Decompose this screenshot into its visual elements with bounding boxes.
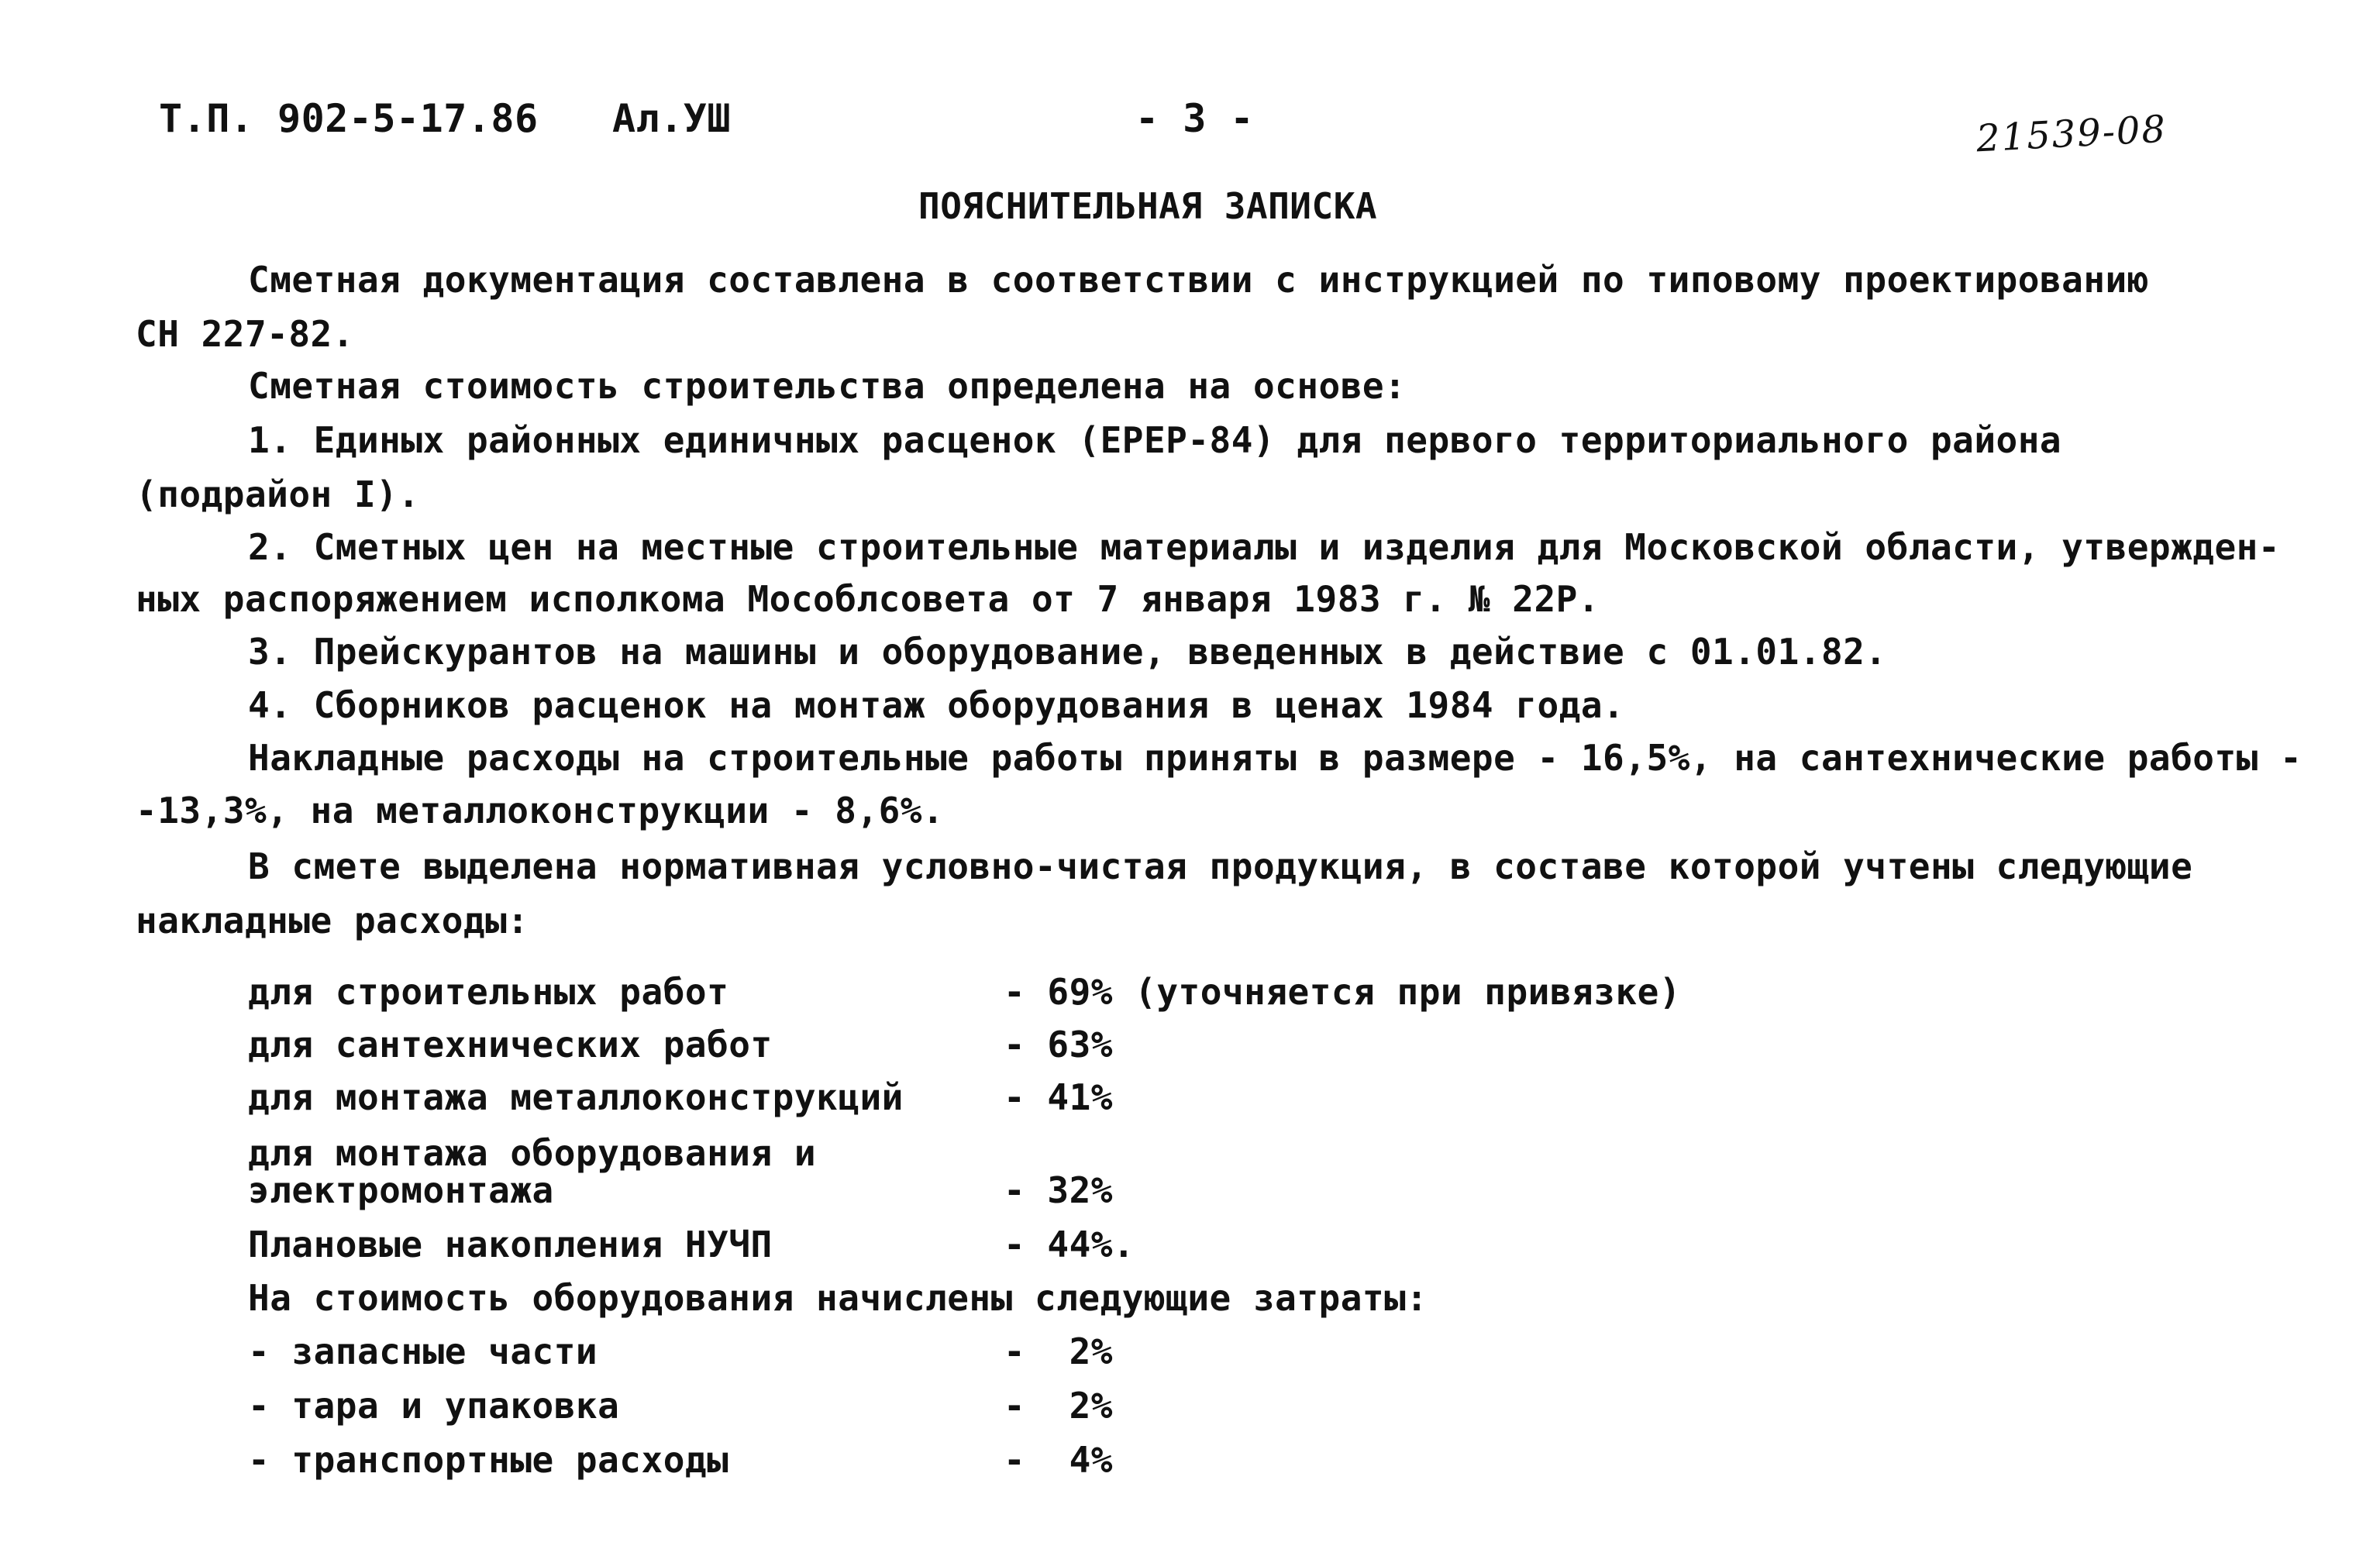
overhead-row-label: для строительных работ [248,971,729,1013]
equipment-row-label: - транспортные расходы [248,1439,729,1481]
equipment-row-label: - запасные части [248,1331,598,1372]
paragraph-line: накладные расходы: [136,900,529,942]
overhead-row-value: - 69% (уточняется при привязке) [1004,971,1682,1013]
handwritten-number: 21539-08 [1975,107,2168,161]
overhead-row-value: - 32% [1004,1169,1113,1211]
overhead-row-value: - 41% [1004,1076,1113,1118]
overhead-row-label: для монтажа оборудования и [248,1132,817,1174]
paragraph-line: -13,3%, на металлоконструкции - 8,6%. [136,790,945,831]
paragraph-line: 2. Сметных цен на местные строительные материалы и изделия для Московской области, утвержден- [248,526,2281,568]
equipment-row-value: - 2% [1004,1331,1113,1372]
paragraph-line: Накладные расходы на строительные работы приняты в размере - 16,5%, на сантехнические работы - [248,737,2303,779]
paragraph-line: Сметная документация составлена в соответствии с инструкцией по типовому проектированию [248,259,2149,301]
paragraph-line: 3. Прейскурантов на машины и оборудование, введенных в действие с 01.01.82. [248,631,1887,673]
paragraph-line: Сметная стоимость строительства определена на основе: [248,365,1407,407]
paragraph-line: 1. Единых районных единичных расценок (ЕРЕР-84) для первого территориального района [248,419,2062,461]
paragraph-line: СН 227-82. [136,313,354,355]
overhead-row-label: электромонтажа [248,1169,554,1211]
equipment-row-label: - тара и упаковка [248,1385,620,1427]
paragraph-line: 4. Сборников расценок на монтаж оборудования в ценах 1984 года. [248,684,1625,726]
album-number: Ал.УШ [612,96,732,141]
overhead-row-label: Плановые накопления НУЧП [248,1224,773,1265]
overhead-row-label: для монтажа металлоконструкций [248,1076,904,1118]
equipment-intro: На стоимость оборудования начислены следующие затраты: [248,1277,1428,1319]
paragraph-line: В смете выделена нормативная условно-чистая продукция, в составе которой учтены следующие [248,845,2193,887]
page-title: ПОЯСНИТЕЛЬНАЯ ЗАПИСКА [918,185,1378,227]
page-number: - 3 - [1135,96,1255,141]
paragraph-line: ных распоряжением исполкома Мособлсовета от 7 января 1983 г. № 22Р. [136,578,1600,620]
overhead-row-value: - 44%. [1004,1224,1135,1265]
overhead-row-label: для сантехнических работ [248,1024,773,1065]
equipment-row-value: - 4% [1004,1439,1113,1481]
overhead-row-value: - 63% [1004,1024,1113,1065]
paragraph-line: (подрайон I). [136,473,420,515]
equipment-row-value: - 2% [1004,1385,1113,1427]
doc-code: Т.П. 902-5-17.86 [159,96,539,141]
